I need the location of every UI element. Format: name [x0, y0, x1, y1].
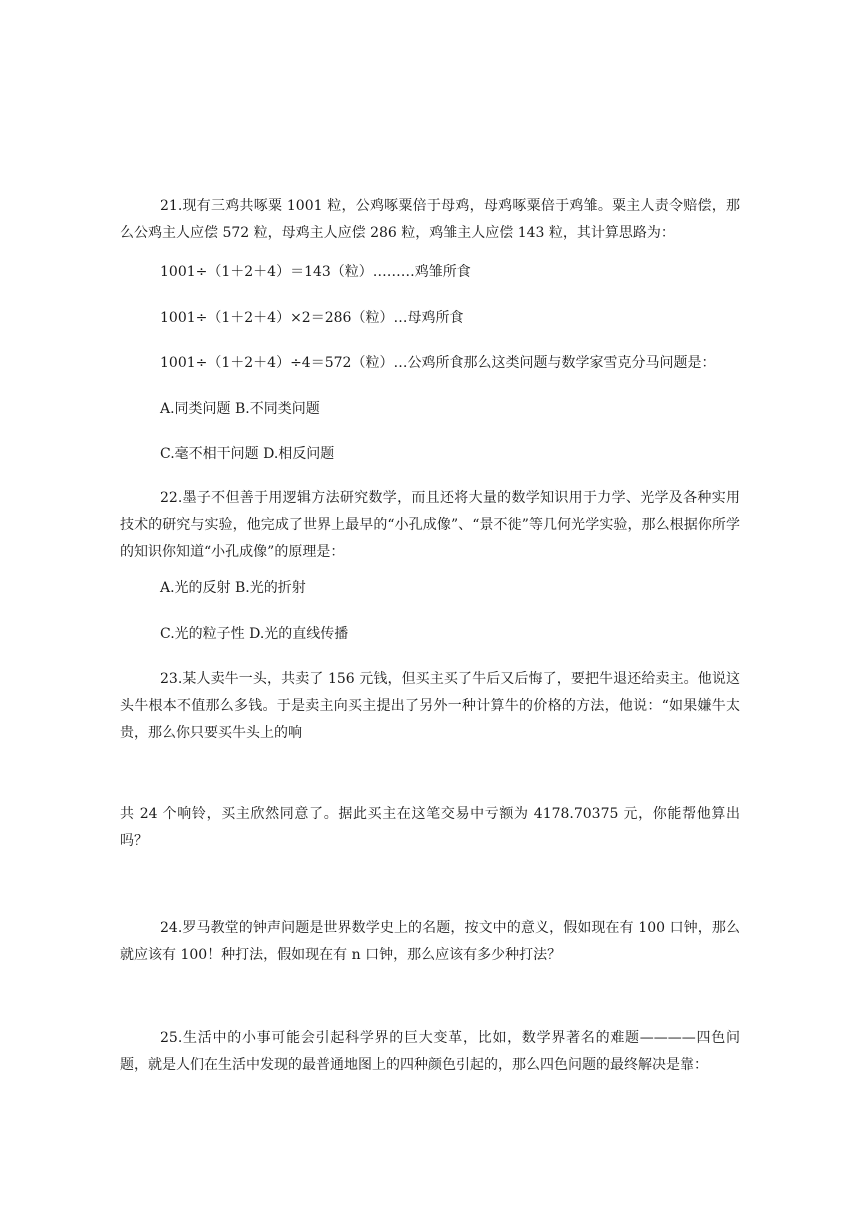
question-21-options-ab: A.同类问题 B.不同类问题 [160, 401, 320, 417]
question-21-calc-3: 1001÷（1＋2＋4）÷4＝572（粒）…公鸡所食那么这类问题与数学家雪克分马问题是： [160, 355, 716, 371]
question-21-calc-1: 1001÷（1＋2＋4）＝143（粒）………鸡雏所食 [160, 264, 471, 280]
question-21-calc-2: 1001÷（1＋2＋4）×2＝286（粒）…母鸡所食 [160, 310, 464, 326]
question-21-stem: 21.现有三鸡共啄粟 1001 粒，公鸡啄粟倍于母鸡，母鸡啄粟倍于鸡雏。粟主人责令赔偿，那么公鸡主人应偿 572 粒，母鸡主人应偿 286 粒，鸡雏主人应偿 143 粒，其计算思路为： [120, 198, 740, 241]
question-22-options-cd: C.光的粒子性 D.光的直线传播 [160, 626, 349, 642]
question-22-stem: 22.墨子不但善于用逻辑方法研究数学，而且还将大量的数学知识用于力学、光学及各种实用技术的研究与实验，他完成了世界上最早的“小孔成像”、“景不徙”等几何光学实验，那么根据你所学的知识你知道“小孔成像”的原理是： [120, 490, 740, 560]
question-25-stem: 25.生活中的小事可能会引起科学界的巨大变革，比如，数学界著名的难题————四色问题，就是人们在生活中发现的最普通地图上的四种颜色引起的，那么四色问题的最终解决是靠： [120, 1030, 740, 1073]
question-23-continuation: 共 24 个响铃，买主欣然同意了。据此买主在这笔交易中亏额为 4178.70375 元，你能帮他算出吗？ [120, 806, 740, 849]
question-22-options-ab: A.光的反射 B.光的折射 [160, 580, 306, 596]
question-23-stem: 23.某人卖牛一头，共卖了 156 元钱，但买主买了牛后又后悔了，要把牛退还给卖主。他说这头牛根本不值那么多钱。于是卖主向买主提出了另外一种计算牛的价格的方法，他说：“如果嫌牛太贵，那么你只要买牛头上的响 [120, 671, 740, 741]
question-24-stem: 24.罗马教堂的钟声问题是世界数学史上的名题，按文中的意义，假如现在有 100 口钟，那么就应该有 100！种打法，假如现在有 n 口钟，那么应该有多少种打法？ [120, 920, 740, 963]
question-21-options-cd: C.毫不相干问题 D.相反问题 [160, 446, 335, 462]
